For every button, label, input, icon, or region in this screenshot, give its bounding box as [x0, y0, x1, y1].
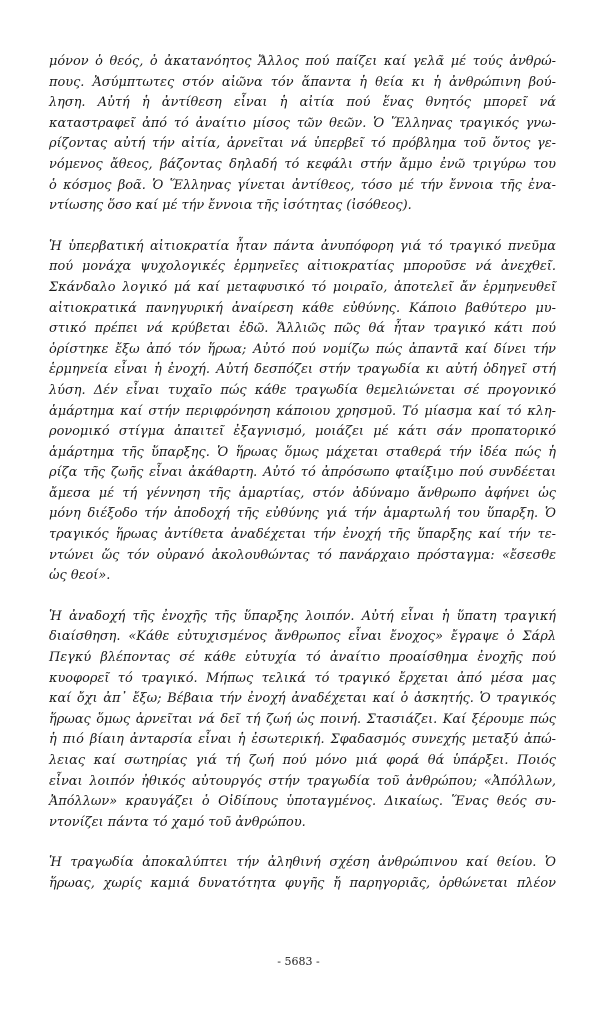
text-line: ἁμάρτημα τῆς ὕπαρξης. Ὁ ἥρωας ὅμως μάχεται σταθερά τήν ἰδέα πώς ἡ — [49, 444, 556, 460]
text-line: ἑρμηνεία εἶναι ἡ ἐνοχή. Αὐτή δεσπόζει στήν τραγωδία κι αὐτή ὁδηγεῖ στή — [49, 362, 556, 378]
text-line: Ἡ τραγωδία ἀποκαλύπτει τήν ἀληθινή σχέση ἀνθρώπινου καί θείου. Ὁ — [49, 855, 556, 871]
paragraph-3 — [49, 607, 556, 834]
text-line: ρίζα τῆς ζωῆς εἶναι ἀκάθαρτη. Αὐτό τό ἀπρόσωπο φταίξιμο πού συνδέεται — [49, 465, 556, 481]
text-line: λειας καί σωτηρίας γιά τή ζωή πού μόνο μιά φορά θά ὑπάρξει. Ποιός — [49, 753, 556, 768]
text-line: Ἡ ἀναδοχή τῆς ἐνοχῆς τῆς ὕπαρξης λοιπόν. Αὐτή εἶναι ἡ ὕπατη τραγική — [49, 608, 556, 624]
text-line: ὡς θεοί». — [49, 568, 111, 584]
text-line: λύση. Δέν εἶναι τυχαῖο πώς κάθε τραγωδία θεμελιώνεται σέ προγονικό — [49, 382, 556, 398]
text-line: ληση. Αὐτή ἡ ἀντίθεση εἶναι ἡ αἰτία πού ἕνας θνητός μπορεῖ νά — [49, 95, 556, 111]
text-line: μόνον ὁ θεός, ὁ ἀκατανόητος Ἄλλος πού παίζει καί γελᾶ μέ τούς ἀνθρώ- — [49, 54, 556, 69]
text-line: πού μονάχα ψυχολογικές ἑρμηνεῖες αἰτιοκρατίας μποροῦσε νά ἀνεχθεῖ. — [49, 259, 556, 275]
text-line: εἶναι λοιπόν ἠθικός αὐτουργός στήν τραγωδία τοῦ ἀνθρώπου; «Ἀπόλλων, — [49, 773, 556, 789]
text-line: Πεγκύ βλέποντας σέ κάθε εὐτυχία τό ἀναίτιο προαίσθημα ἐνοχῆς πού — [49, 650, 556, 666]
text-line: ρονομικό στίγμα ἀπαιτεῖ ἐξαγνισμό, μοιάζει μέ κάτι σάν προπατορικό — [49, 424, 556, 440]
page-body — [49, 52, 556, 915]
text-line: ντώνει ὥς τόν οὐρανό ἀκολουθώντας τό πανάρχαιο πρόσταγμα: «ἔσεσθε — [49, 547, 556, 563]
text-line: διαίσθηση. «Κάθε εὐτυχισμένος ἄνθρωπος εἶναι ἔνοχος» ἔγραψε ὁ Σάρλ — [49, 629, 556, 645]
text-line: κυοφορεῖ τό τραγικό. Μήπως τελικά τό τραγικό ἔρχεται ἀπό μέσα μας — [49, 670, 556, 686]
paragraph-1 — [49, 52, 556, 217]
paragraph-2 — [49, 237, 556, 587]
page-number: - 5683 - — [277, 955, 320, 968]
text-line: ἡ πιό βίαιη ἀνταρσία εἶναι ἡ ἐσωτερική. Σφαδασμός συνεχής μεταξύ ἀπώ- — [49, 732, 556, 748]
text-line: ὁ κόσμος βοᾶ. Ὁ Ἕλληνας γίνεται ἀντίθεος, τόσο μέ τήν ἔννοια τῆς ἐνα- — [49, 177, 556, 193]
text-line: Ἀπόλλων» κραυγάζει ὁ Οἰδίπους ὑποταγμένος. Δικαίως. Ἕνας θεός συ- — [49, 794, 556, 810]
text-line: ἄμεσα μέ τή γέννηση τῆς ἁμαρτίας, στόν ἀδύναμο ἄνθρωπο ἀφήνει ὡς — [49, 485, 556, 501]
text-line: καί ὄχι ἀπ᾽ ἔξω; Βέβαια τήν ἐνοχή ἀναδέχεται καί ὁ ἀσκητής. Ὁ τραγικός — [49, 691, 556, 707]
text-line: ντονίζει πάντα τό χαμό τοῦ ἀνθρώπου. — [49, 814, 306, 830]
text-line: ἁμάρτημα καί στήν περιφρόνηση κάποιου χρησμοῦ. Τό μίασμα καί τό κλη- — [49, 403, 556, 419]
text-line: τραγικός ἥρωας ἀντίθετα ἀναδέχεται τήν ἐνοχή τῆς ὕπαρξης καί τήν τε- — [49, 527, 556, 543]
text-line: ἥρωας ὅμως ἀρνεῖται νά δεῖ τή ζωή ὡς ποινή. Στασιάζει. Καί ξέρουμε πώς — [49, 711, 556, 727]
text-line: μόνη διέξοδο τήν ἀποδοχή τῆς εὐθύνης γιά τήν ἁμαρτωλή του ὕπαρξη. Ὁ — [49, 506, 556, 522]
text-line: καταστραφεῖ ἀπό τό ἀναίτιο μίσος τῶν θεῶν. Ὁ Ἕλληνας τραγικός γνω- — [49, 115, 556, 131]
text-line: νόμενος ἄθεος, βάζοντας δηλαδή τό κεφάλι στήν ἄμμο ἐνῶ τριγύρω του — [49, 156, 556, 172]
text-line: ἥρωας, χωρίς καμιά δυνατότητα φυγῆς ἤ παρηγοριᾶς, ὀρθώνεται πλέον — [49, 875, 556, 891]
text-line: Σκάνδαλο λογικό μά καί μεταφυσικό τό μοιραῖο, ἀποτελεῖ ἄν ἑρμηνευθεῖ — [49, 279, 556, 295]
text-line: ὁρίστηκε ἔξω ἀπό τόν ἥρωα; Αὐτό πού νομίζω πώς ἀπαντᾶ καί δίνει τήν — [49, 341, 556, 357]
paragraph-4 — [49, 853, 556, 894]
text-line: πους. Ἀσύμπτωτες στόν αἰῶνα τόν ἅπαντα ἡ θεία κι ἡ ἀνθρώπινη βού- — [49, 74, 556, 90]
text-line: αἰτιοκρατικά πανηγυρική ἀναίρεση κάθε εὐθύνης. Κάποιο βαθύτερο μυ- — [49, 300, 556, 316]
text-line: ρίζοντας αὐτή τήν αἰτία, ἀρνεῖται νά ὑπερβεῖ τό πρόβλημα τοῦ ὄντος γε- — [49, 136, 556, 152]
text-line: στικό πρέπει νά κρύβεται ἐδῶ. Ἄλλιῶς πῶς θά ἦταν τραγικό κάτι πού — [49, 321, 556, 337]
text-line: ντίωσης ὅσο καί μέ τήν ἔννοια τῆς ἰσότητας (ἰσόθεος). — [49, 198, 412, 214]
text-line: Ἡ ὑπερβατική αἰτιοκρατία ἦταν πάντα ἀνυπόφορη γιά τό τραγικό πνεῦμα — [49, 238, 556, 254]
